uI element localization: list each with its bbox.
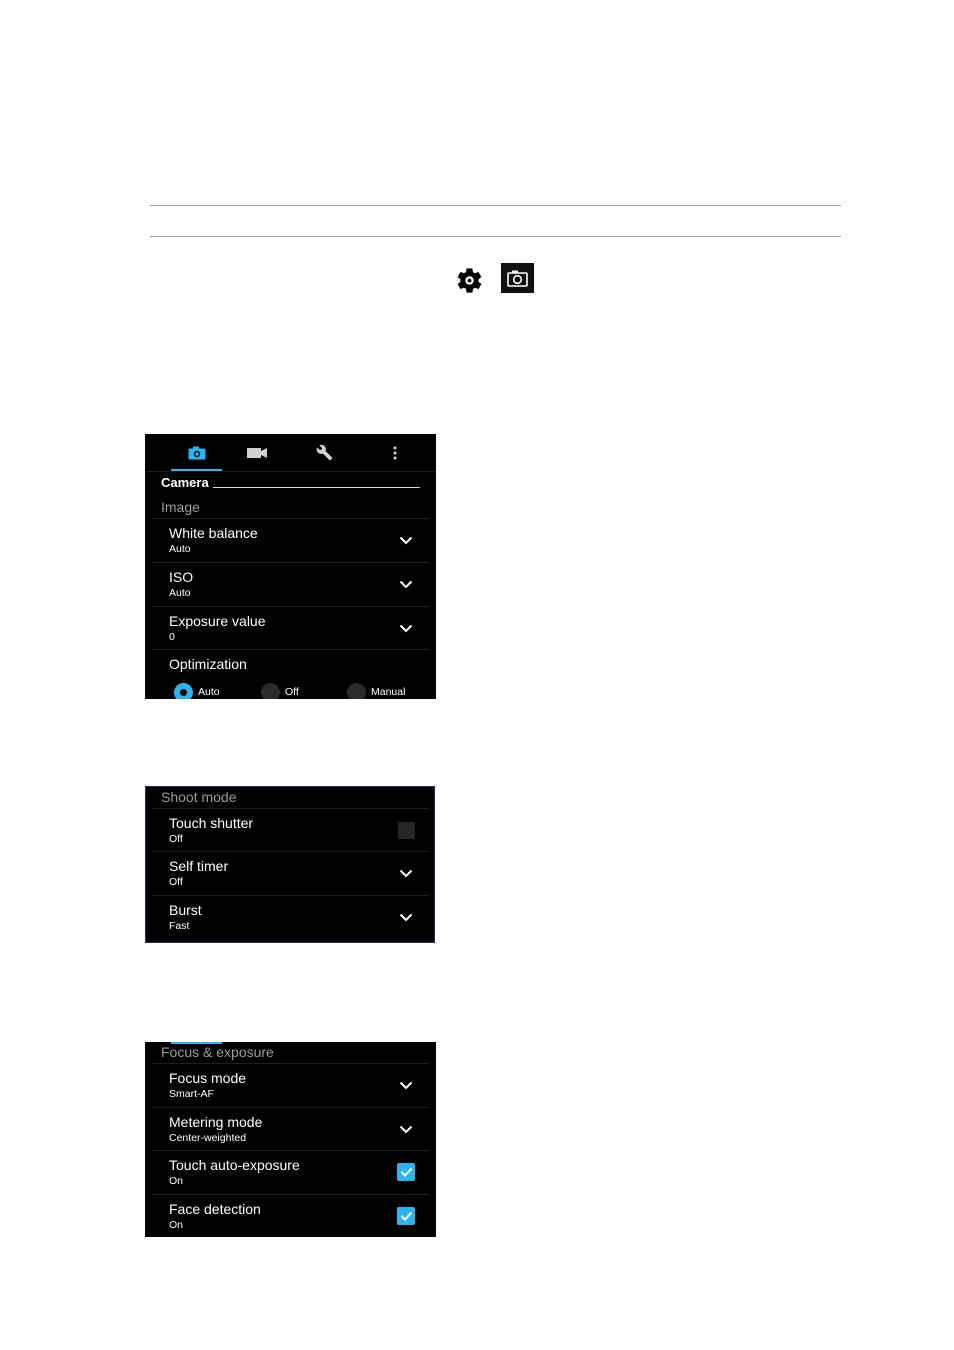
tab-bar-divider (145, 471, 436, 472)
section-header-focus-exposure: Focus & exposure (161, 1044, 274, 1060)
checkbox-unchecked (398, 822, 415, 839)
divider-bottom (150, 236, 841, 237)
setting-value: On (169, 1175, 184, 1187)
face-detection-checkbox[interactable] (397, 1207, 415, 1225)
radio-optimization-auto[interactable] (174, 683, 193, 699)
setting-label: White balance (169, 525, 258, 541)
chevron-down-icon[interactable] (397, 531, 415, 549)
setting-label: Touch auto-exposure (169, 1157, 300, 1173)
settings-tab-bar (145, 434, 436, 471)
chevron-down-icon[interactable] (397, 908, 415, 926)
tab-more[interactable] (369, 434, 420, 471)
setting-value: Smart-AF (169, 1088, 214, 1100)
more-vertical-icon (393, 446, 397, 460)
setting-label: Metering mode (169, 1114, 263, 1130)
setting-label: Face detection (169, 1201, 261, 1217)
tab-camera[interactable] (171, 434, 222, 471)
radio-optimization-off[interactable] (261, 683, 280, 699)
setting-value: On (169, 1219, 184, 1231)
setting-row-self-timer[interactable] (152, 851, 429, 895)
setting-row-touch-shutter[interactable] (152, 808, 429, 852)
panel-title: Camera (161, 475, 209, 490)
checkmark-icon (397, 1163, 415, 1181)
tab-tools[interactable] (299, 434, 350, 471)
setting-label: Exposure value (169, 613, 266, 629)
setting-value: Fast (169, 920, 190, 932)
wrench-icon (316, 444, 333, 461)
radio-label-auto: Auto (198, 686, 220, 698)
camera-settings-panel (145, 434, 436, 699)
setting-value: Auto (169, 543, 191, 555)
video-icon (247, 447, 267, 459)
checkmark-icon (397, 1207, 415, 1225)
radio-label-manual: Manual (371, 686, 406, 698)
setting-row-face-detection[interactable] (152, 1194, 429, 1237)
setting-value: Off (169, 876, 183, 888)
radio-optimization-manual[interactable] (347, 683, 366, 699)
touch-shutter-checkbox[interactable] (397, 821, 415, 839)
camera-icon (501, 263, 534, 298)
setting-value: Center-weighted (169, 1132, 247, 1144)
setting-label: Burst (169, 902, 202, 918)
chevron-down-icon[interactable] (397, 619, 415, 637)
touch-auto-exposure-checkbox[interactable] (397, 1163, 415, 1181)
setting-row-burst[interactable] (152, 895, 429, 939)
focus-exposure-panel (145, 1042, 436, 1237)
section-header-shoot-mode: Shoot mode (161, 789, 237, 805)
setting-label: Touch shutter (169, 815, 254, 831)
setting-row-iso[interactable] (152, 562, 429, 606)
tab-video[interactable] (231, 434, 282, 471)
camera-icon (188, 446, 206, 460)
setting-row-touch-auto-exposure[interactable] (152, 1150, 429, 1194)
setting-label: Optimization (169, 656, 247, 672)
divider-top (150, 205, 841, 206)
chevron-down-icon[interactable] (397, 1076, 415, 1094)
setting-value: Off (169, 833, 183, 845)
setting-label: Focus mode (169, 1070, 247, 1086)
setting-label: ISO (169, 569, 194, 585)
setting-label: Self timer (169, 858, 229, 874)
setting-row-white-balance[interactable] (152, 518, 429, 562)
shoot-mode-panel (145, 786, 435, 943)
title-underline (213, 487, 420, 488)
chevron-down-icon[interactable] (397, 1120, 415, 1138)
radio-label-off: Off (285, 686, 299, 698)
setting-value: Auto (169, 587, 191, 599)
setting-row-focus-mode[interactable] (152, 1063, 429, 1107)
chevron-down-icon[interactable] (397, 864, 415, 882)
setting-row-exposure-value[interactable] (152, 606, 429, 650)
setting-row-metering-mode[interactable] (152, 1107, 429, 1151)
section-header-image: Image (161, 499, 200, 515)
setting-value: 0 (169, 631, 175, 643)
gear-icon (455, 266, 484, 300)
chevron-down-icon[interactable] (397, 575, 415, 593)
